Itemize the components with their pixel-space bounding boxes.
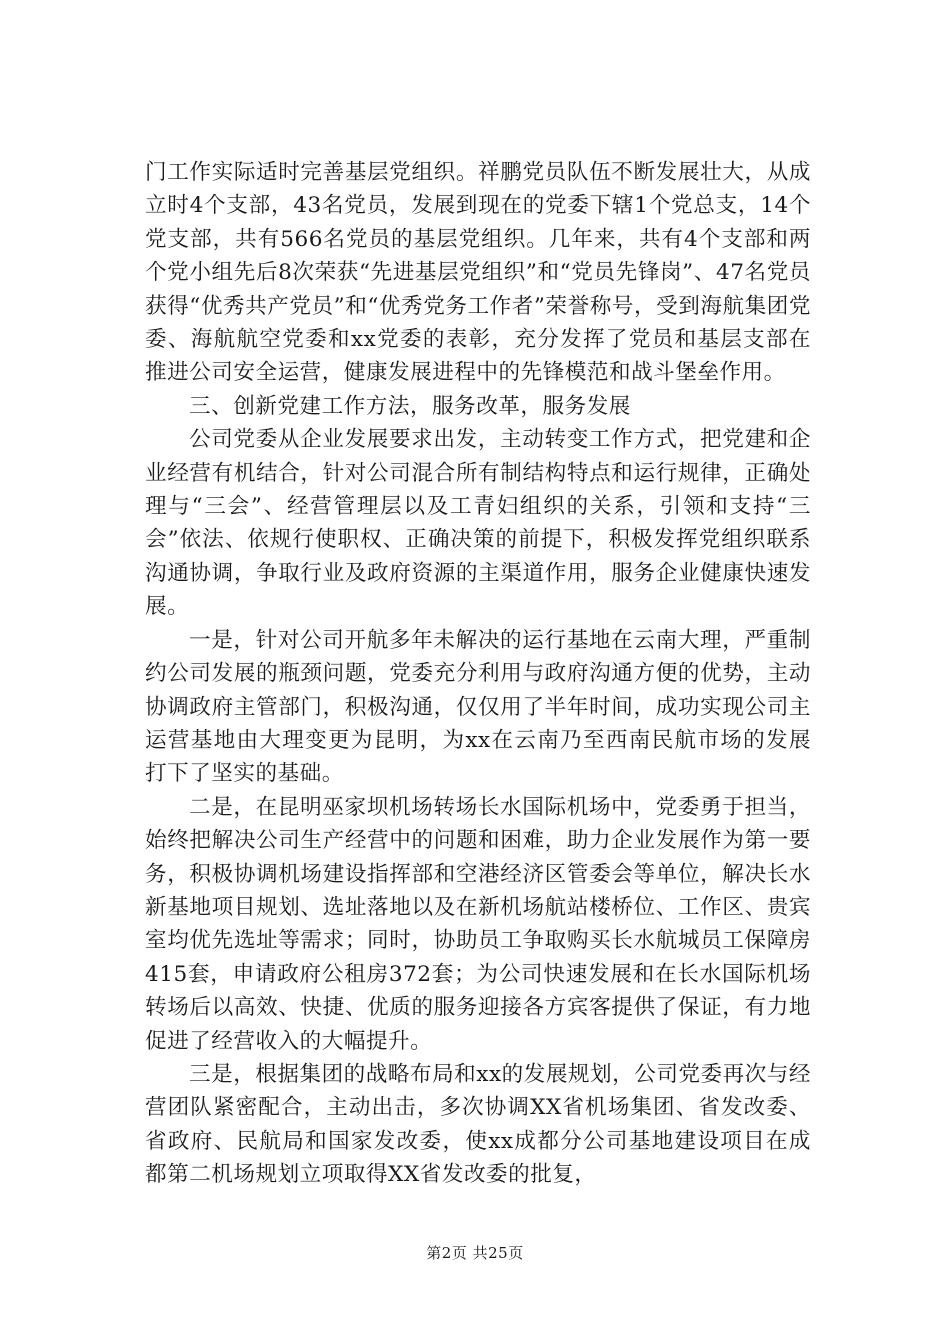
paragraph-point-one: 一是，针对公司开航多年未解决的运行基地在云南大理，严重制约公司发展的瓶颈问题，党委充分利用与政府沟通方便的优势，主动协调政府主管部门，积极沟通，仅仅用了半年时间，成功实现公司主运营基地由大理变更为昆明，为xx在云南乃至西南民航市场的发展打下了坚实的基础。 (145, 627, 811, 787)
paragraph-continuation: 门工作实际适时完善基层党组织。祥鹏党员队伍不断发展壮大，从成立时4个支部，43名党员，发展到现在的党委下辖1个党总支，14个党支部，共有566名党员的基层党组织。几年来，共有4个支部和两个党小组先后8次荣获“先进基层党组织”和“党员先锋岗”、47名党员获得“优秀共产党员”和“优秀党务工作者”荣誉称号，受到海航集团党委、海航航空党委和xx党委的表彰，充分发挥了党员和基层支部在推进公司安全运营，健康发展进程中的先锋模范和战斗堡垒作用。 (145, 160, 811, 386)
document-body (145, 156, 811, 1192)
page-footer: 第2页 共25页 (426, 1244, 524, 1262)
paragraph-point-two: 二是，在昆明巫家坝机场转场长水国际机场中，党委勇于担当，始终把解决公司生产经营中的问题和困难，助力企业发展作为第一要务，积极协调机场建设指挥部和空港经济区管委会等单位，解决长水新基地项目规划、选址落地以及在新机场航站楼桥位、工作区、贵宾室均优先选址等需求；同时，协助员工争取购买长水航城员工保障房415套，申请政府公租房372套；为公司快速发展和在长水国际机场转场后以高效、快捷、优质的服务迎接各方宾客提供了保证，有力地促进了经营收入的大幅提升。 (145, 794, 811, 1054)
paragraph-overview: 公司党委从企业发展要求出发，主动转变工作方式，把党建和企业经营有机结合，针对公司混合所有制结构特点和运行规律，正确处理与“三会”、经营管理层以及工青妇组织的关系，引领和支持“三会”依法、依规行使职权、正确决策的前提下，积极发挥党组织联系沟通协调，争取行业及政府资源的主渠道作用，服务企业健康快速发展。 (145, 427, 811, 620)
section-heading: 三、创新党建工作方法，服务改革，服务发展 (189, 393, 631, 419)
paragraph-point-three: 三是，根据集团的战略布局和xx的发展规划，公司党委再次与经营团队紧密配合，主动出击，多次协调XX省机场集团、省发改委、省政府、民航局和国家发改委，使xx成都分公司基地建设项目在成都第二机场规划立项取得XX省发改委的批复， (145, 1061, 811, 1188)
